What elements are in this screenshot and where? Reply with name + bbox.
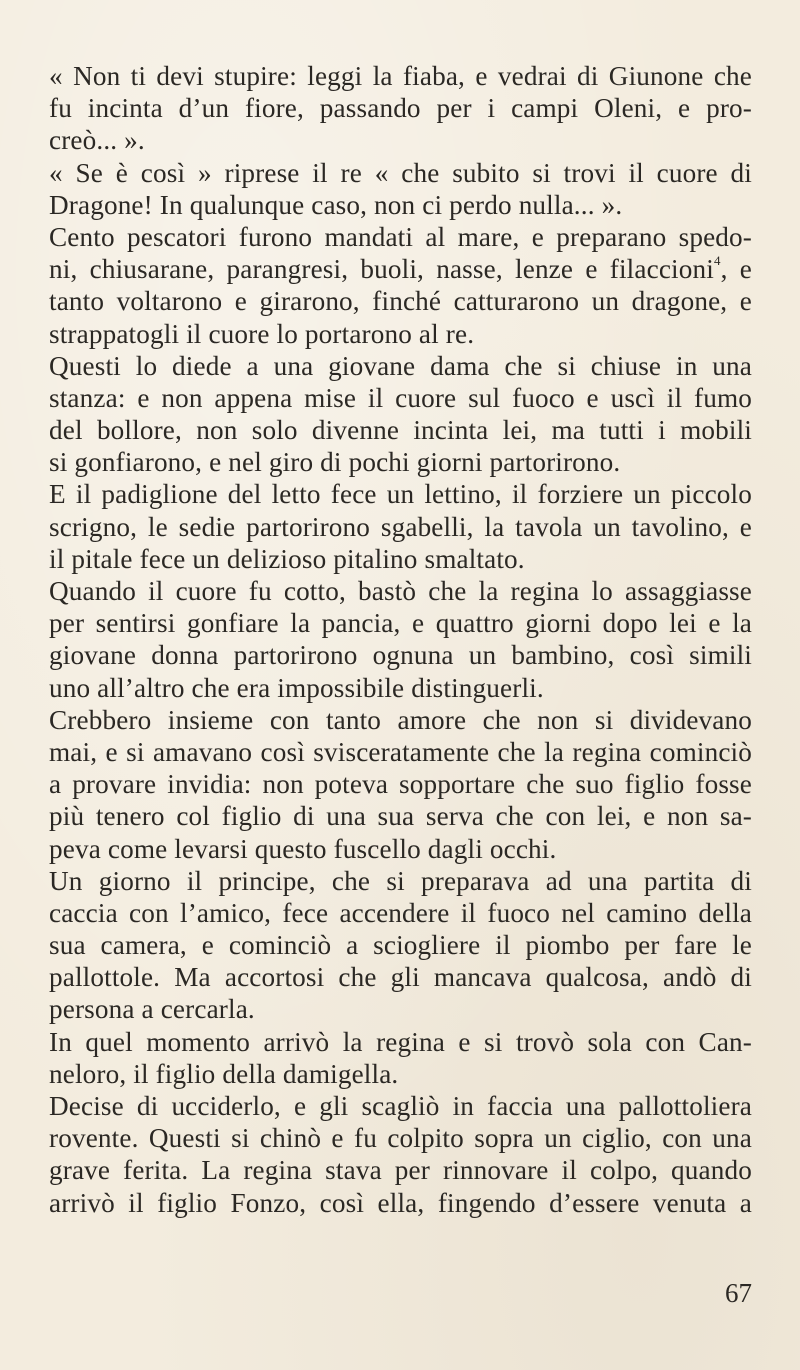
text-line-content: si gonfiarono, e nel giro di pochi giorni partorirono. [49,447,621,478]
text-line-content: stanza: e non appena mise il cuore sul fuoco e uscì il fumo [49,382,752,413]
page-number: 67 [725,1278,752,1308]
text-line [49,833,752,865]
text-line [49,1154,752,1186]
text-line [49,639,752,671]
text-line [49,1187,752,1219]
footnote-marker: 4 [713,253,721,269]
text-line-continuation: , e [720,254,752,285]
text-line [49,478,752,510]
text-line-content: In quel momento arrivò la regina e si trovò sola con Can- [49,1026,752,1057]
text-line-content: giovane donna partorirono ognuna un bambino, così simili [49,640,752,671]
text-line [49,350,752,382]
text-line [49,124,752,156]
text-line [49,511,752,543]
text-line-content: mai, e si amavano così svisceratamente che la regina cominciò [49,736,752,767]
text-line [49,1026,752,1058]
text-line-content: Decise di ucciderlo, e gli scagliò in faccia una pallottoliera [49,1091,752,1121]
text-line [49,543,752,575]
text-line-content: Dragone! In qualunque caso, non ci perdo nulla... ». [49,189,623,220]
text-line [49,704,752,736]
text-line [49,575,752,607]
text-line [49,253,752,285]
text-line [49,800,752,832]
text-line [49,961,752,993]
text-line-content: arrivò il figlio Fonzo, così ella, fingendo d’essere venuta a [49,1187,752,1218]
text-line [49,993,752,1025]
text-line-content: E il padiglione del letto fece un lettino, il forziere un piccolo [49,479,752,510]
text-line-content: peva come levarsi questo fuscello dagli occhi. [49,833,557,864]
text-line-content: strappatogli il cuore lo portarono al re. [49,318,475,349]
text-line [49,446,752,478]
text-line [49,929,752,961]
text-line-content: uno all’altro che era impossibile distinguerli. [49,672,544,703]
text-line-content: creò... ». [49,125,145,156]
text-line-content: ni, chiusarane, parangresi, buoli, nasse, lenze e filaccioni [49,254,714,285]
text-line-content: del bollore, non solo divenne incinta lei, ma tutti i mobili [49,415,752,446]
text-line [49,768,752,800]
body-text [49,60,752,1219]
text-line [49,221,752,253]
text-line-content: scrigno, le sedie partorirono sgabelli, la tavola un tavolino, e [49,511,752,542]
text-line [49,60,752,92]
text-line [49,672,752,704]
text-line-content: pallottole. Ma accortosi che gli mancava qualcosa, andò di [49,962,752,993]
text-line-content: neloro, il figlio della damigella. [49,1058,399,1089]
text-line-content: Questi lo diede a una giovane dama che si chiuse in una [49,350,752,381]
text-line [49,414,752,446]
text-line [49,285,752,317]
text-line [49,382,752,414]
text-line-content: « Non ti devi stupire: leggi la fiaba, e vedrai di Giunone che [49,61,752,91]
text-line-content: rovente. Questi si chinò e fu colpito sopra un ciglio, con una [49,1123,752,1154]
text-line-content: Cento pescatori furono mandati al mare, e preparano spedo- [49,221,752,252]
text-line [49,318,752,350]
text-line-content: il pitale fece un delizioso pitalino smaltato. [49,543,525,574]
text-line [49,736,752,768]
text-line [49,865,752,897]
text-line-content: più tenero col figlio di una sua serva che con lei, e non sa- [49,801,752,832]
text-line [49,1122,752,1154]
text-line-content: persona a cercarla. [49,994,255,1025]
text-line-content: fu incinta d’un fiore, passando per i campi Oleni, e pro- [49,93,752,124]
text-line [49,897,752,929]
text-line [49,157,752,189]
text-line [49,92,752,124]
text-line-content: « Se è così » riprese il re « che subito si trovi il cuore di [49,157,752,188]
text-line [49,189,752,221]
text-line-content: Quando il cuore fu cotto, bastò che la regina lo assaggiasse [49,576,752,606]
text-line-content: tanto voltarono e girarono, finché catturarono un dragone, e [49,286,752,317]
text-line-content: grave ferita. La regina stava per rinnovare il colpo, quando [49,1155,752,1186]
text-line-content: Un giorno il principe, che si preparava ad una partita di [49,865,752,896]
text-line-content: per sentirsi gonfiare la pancia, e quattro giorni dopo lei e la [49,608,752,639]
text-line-content: Crebbero insieme con tanto amore che non si dividevano [49,704,752,735]
text-line [49,1090,752,1122]
text-line [49,607,752,639]
text-line-content: a provare invidia: non poteva sopportare che suo figlio fosse [49,769,752,800]
text-line-content: caccia con l’amico, fece accendere il fuoco nel camino della [49,897,752,928]
text-line-content: sua camera, e cominciò a sciogliere il piombo per fare le [49,930,752,961]
text-line [49,1058,752,1090]
